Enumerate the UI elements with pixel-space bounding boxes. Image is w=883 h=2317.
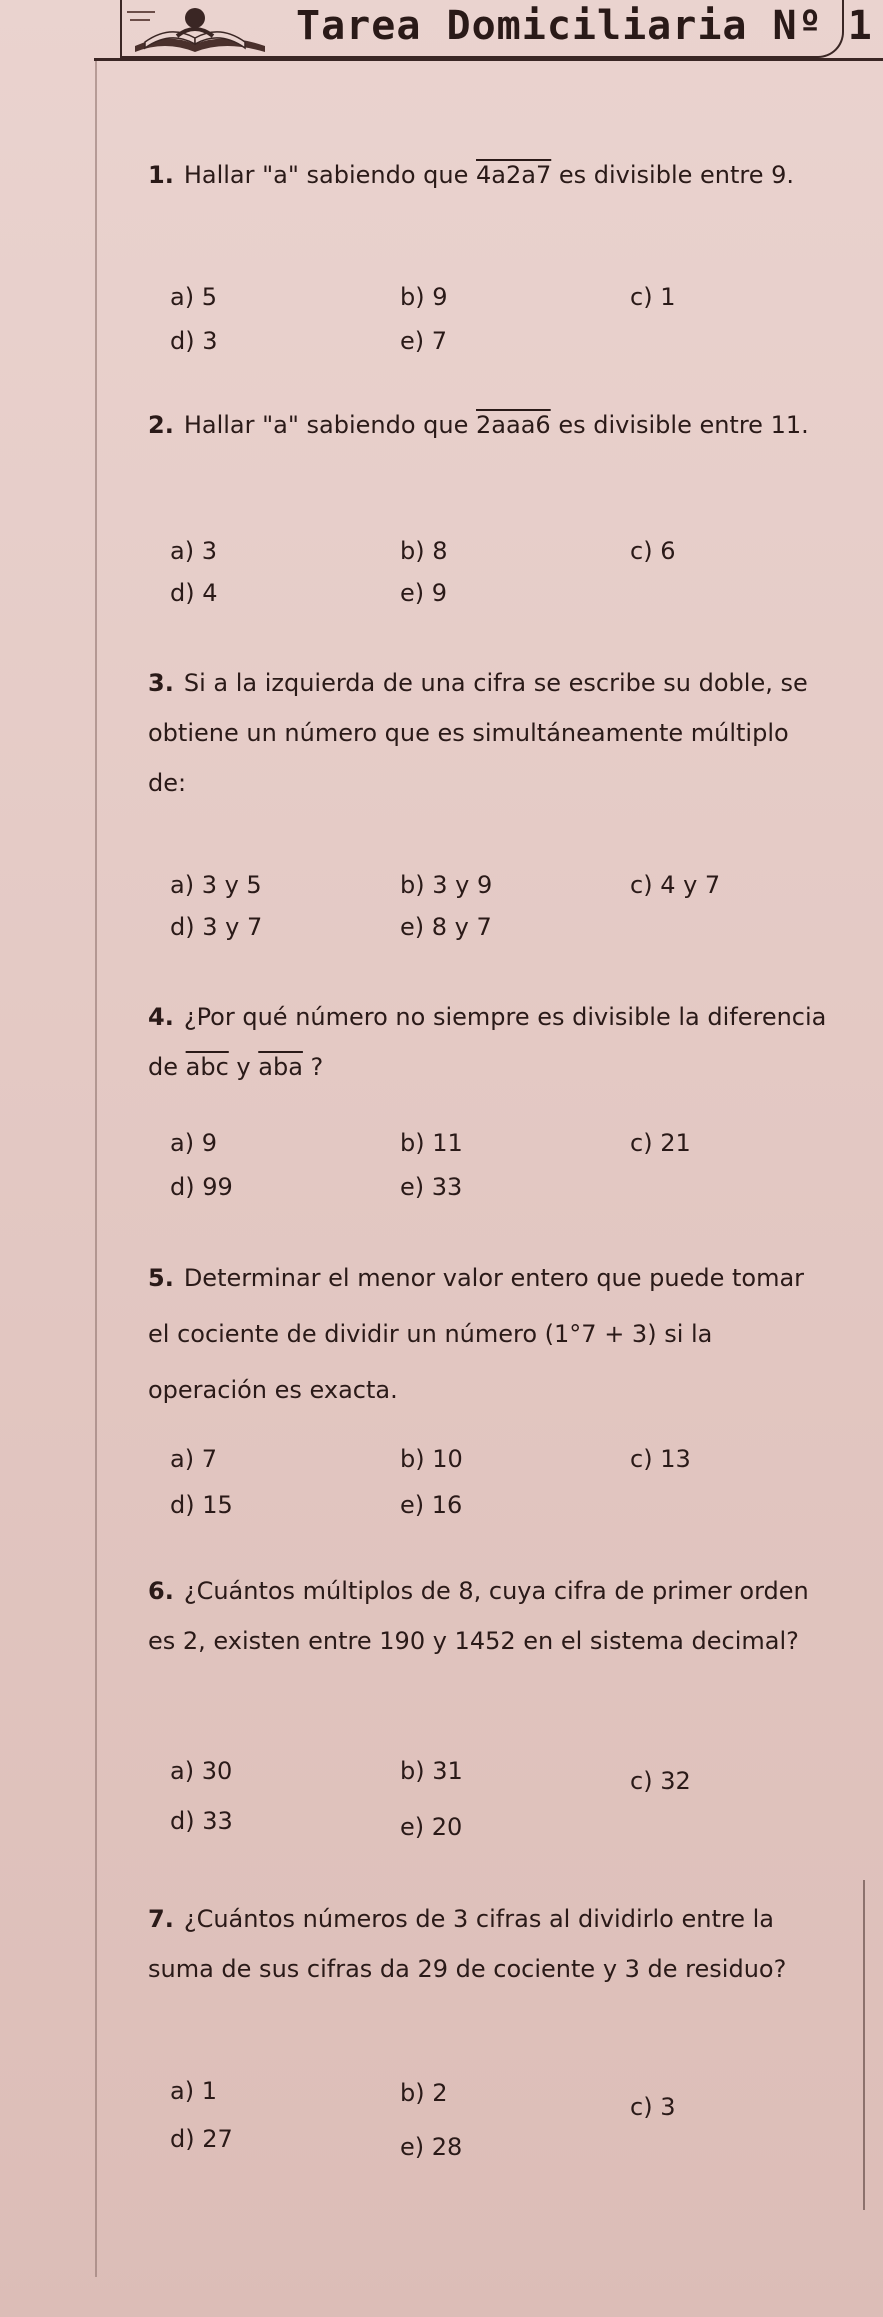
question-number: 5.	[148, 1264, 174, 1292]
question-number: 1.	[148, 161, 174, 189]
option-e[interactable]: e) 7	[400, 327, 448, 355]
question-text: ?	[302, 1053, 324, 1081]
option-c[interactable]: c) 3	[630, 2093, 676, 2121]
option-a[interactable]: a) 3	[170, 537, 217, 565]
question-1	[148, 150, 828, 200]
question-text: es divisible entre 9.	[551, 161, 795, 189]
question-7	[148, 1894, 828, 1994]
overlined-number: 2aaa6	[476, 411, 551, 439]
option-b[interactable]: b) 11	[400, 1129, 463, 1157]
question-number: 6.	[148, 1577, 174, 1605]
worksheet-title: Tarea Domiciliaria Nº 1	[296, 3, 873, 49]
question-number: 4.	[148, 1003, 174, 1031]
margin-line	[95, 58, 97, 2277]
option-d[interactable]: d) 15	[170, 1491, 233, 1519]
question-number: 2.	[148, 411, 174, 439]
option-d[interactable]: d) 33	[170, 1807, 233, 1835]
question-text: es divisible entre 11.	[550, 411, 809, 439]
option-e[interactable]: e) 28	[400, 2133, 463, 2161]
question-4	[148, 992, 828, 1092]
question-text: ¿Cuántos múltiplos de 8, cuya cifra de primer orden es 2, existen entre 190 y 1452 en el sistema decimal?	[148, 1577, 809, 1655]
option-c[interactable]: c) 1	[630, 283, 676, 311]
question-text: Si a la izquierda de una cifra se escribe su doble, se obtiene un número que es simultáneamente múltiplo de:	[148, 669, 808, 797]
option-d[interactable]: d) 99	[170, 1173, 233, 1201]
option-b[interactable]: b) 10	[400, 1445, 463, 1473]
question-text: Hallar "a" sabiendo que	[183, 161, 477, 189]
option-a[interactable]: a) 7	[170, 1445, 217, 1473]
option-e[interactable]: e) 16	[400, 1491, 463, 1519]
option-e[interactable]: e) 9	[400, 579, 448, 607]
question-3	[148, 658, 828, 808]
option-c[interactable]: c) 6	[630, 537, 676, 565]
margin-line-right	[863, 1880, 865, 2210]
question-6	[148, 1566, 828, 1666]
overlined-number: $\overline{abc}$	[185, 1053, 229, 1081]
header-rule	[94, 58, 883, 61]
question-text: y	[228, 1053, 259, 1081]
option-b[interactable]: b) 3 y 9	[400, 871, 493, 899]
option-a[interactable]: a) 3 y 5	[170, 871, 262, 899]
option-a[interactable]: a) 30	[170, 1757, 233, 1785]
option-d[interactable]: d) 4	[170, 579, 218, 607]
question-text: ¿Cuántos números de 3 cifras al dividirlo entre la suma de sus cifras da 29 de cociente y 3 de residuo?	[148, 1905, 787, 1983]
question-2	[148, 400, 828, 450]
option-d[interactable]: d) 3	[170, 327, 218, 355]
question-text: ¿Por qué número no siempre es divisible la diferencia de	[148, 1003, 827, 1081]
option-b[interactable]: b) 9	[400, 283, 448, 311]
question-number: 7.	[148, 1905, 174, 1933]
question-number: 3.	[148, 669, 174, 697]
overlined-number: $\overline{aba}$	[258, 1053, 303, 1081]
option-c[interactable]: c) 13	[630, 1445, 691, 1473]
question-5	[148, 1250, 828, 1418]
overlined-number: 4a2a7	[476, 161, 552, 189]
option-c[interactable]: c) 32	[630, 1767, 691, 1795]
option-a[interactable]: a) 1	[170, 2077, 217, 2105]
option-a[interactable]: a) 9	[170, 1129, 217, 1157]
option-e[interactable]: e) 8 y 7	[400, 913, 492, 941]
question-text: Determinar el menor valor entero que puede tomar el cociente de dividir un número (1°7 + 3) si la operación es exacta.	[148, 1264, 805, 1404]
option-b[interactable]: b) 8	[400, 537, 448, 565]
option-b[interactable]: b) 31	[400, 1757, 463, 1785]
option-e[interactable]: e) 20	[400, 1813, 463, 1841]
question-text: Hallar "a" sabiendo que	[183, 411, 477, 439]
option-c[interactable]: c) 4 y 7	[630, 871, 721, 899]
option-b[interactable]: b) 2	[400, 2079, 448, 2107]
option-e[interactable]: e) 33	[400, 1173, 463, 1201]
option-a[interactable]: a) 5	[170, 283, 217, 311]
option-d[interactable]: d) 3 y 7	[170, 913, 263, 941]
reading-student-logo	[125, 2, 275, 56]
option-c[interactable]: c) 21	[630, 1129, 691, 1157]
option-d[interactable]: d) 27	[170, 2125, 233, 2153]
